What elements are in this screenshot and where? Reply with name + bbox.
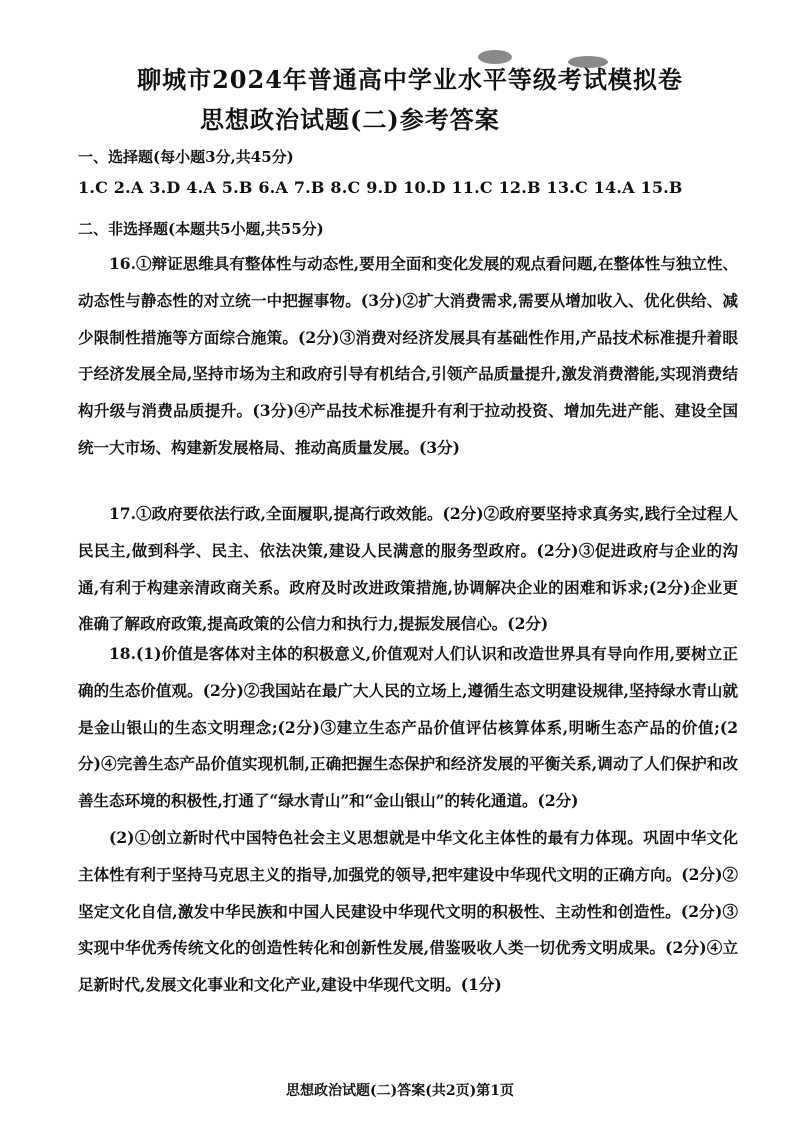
q18-part-1: 18.(1)价值是客体对主体的积极意义,价值观对人们认识和改造世界具有导向作用,要树立正确的生态价值观。(2分)②我国站在最广大人民的立场上,遵循生态文明建设规律,坚持绿水青山就是金山银山的生态文明理念;(2分)③建立生态产品价值评估核算体系,明晰生态产品的价值;(2分)④完善生态产品价值实现机制,正确把握生态保护和经济发展的平衡关系,调动了人们保护和改善生态环境的积极性,打通了“绿水青山”和“金山银山”的转化通道。(2分): [78, 644, 738, 811]
title-line-1: 聊城市2024年普通高中学业水平等级考试模拟卷: [137, 65, 683, 94]
q17-text: 17.①政府要依法行政,全面履职,提高行政效能。(2分)②政府要坚持求真务实,践行全过程人民民主,做到科学、民主、依法决策,建设人民满意的服务型政府。(2分)③促进政府与企业的沟通,有利于构建亲清政商关系。政府及时改进政策措施,协调解决企业的困难和诉求;(2分)企业更准确了解政府政策,提高政策的公信力和执行力,提振发展信心。(2分): [78, 504, 738, 634]
q18-part-2: (2)①创立新时代中国特色社会主义思想就是中华文化主体性的最有力体现。巩固中华文化主体性有利于坚持马克思主义的指导,加强党的领导,把牢建设中华现代文明的正确方向。(2分)②坚定文化自信,激发中华民族和中国人民建设中华现代文明的积极性、主动性和创造性。(2分)③实现中华优秀传统文化的创造性转化和创新性发展,借鉴吸收人类一切优秀文明成果。(2分)④立足新时代,发展文化事业和文化产业,建设中华现代文明。(1分): [78, 827, 738, 995]
page-footer: 思想政治试题(二)答案(共2页)第1页: [286, 1083, 514, 1099]
question-16-answer: [78, 246, 738, 467]
question-17-answer: [78, 496, 738, 643]
question-18-answer: [78, 636, 738, 1004]
q16-text: 16.①辩证思维具有整体性与动态性,要用全面和变化发展的观点看问题,在整体性与独立性、动态性与静态性的对立统一中把握事物。(3分)②扩大消费需求,需要从增加收入、优化供给、减少限制性措施等方面综合施策。(2分)③消费对经济发展具有基础性作用,产品技术标准提升着眼于经济发展全局,坚持市场为主和政府引导有机结合,引领产品质量提升,激发消费潜能,实现消费结构升级与消费品质提升。(3分)④产品技术标准提升有利于拉动投资、增加先进产能、建设全国统一大市场、构建新发展格局、推动高质量发展。(3分): [78, 254, 738, 457]
section-2-heading: 二、非选择题(本题共5小题,共55分): [78, 220, 324, 238]
title-line-2: 思想政治试题(二)参考答案: [200, 105, 500, 134]
multiple-choice-answers: 1.C 2.A 3.D 4.A 5.B 6.A 7.B 8.C 9.D 10.D 11.C 12.B 13.C 14.A 15.B: [78, 178, 683, 197]
section-1-heading: 一、选择题(每小题3分,共45分): [78, 148, 294, 166]
